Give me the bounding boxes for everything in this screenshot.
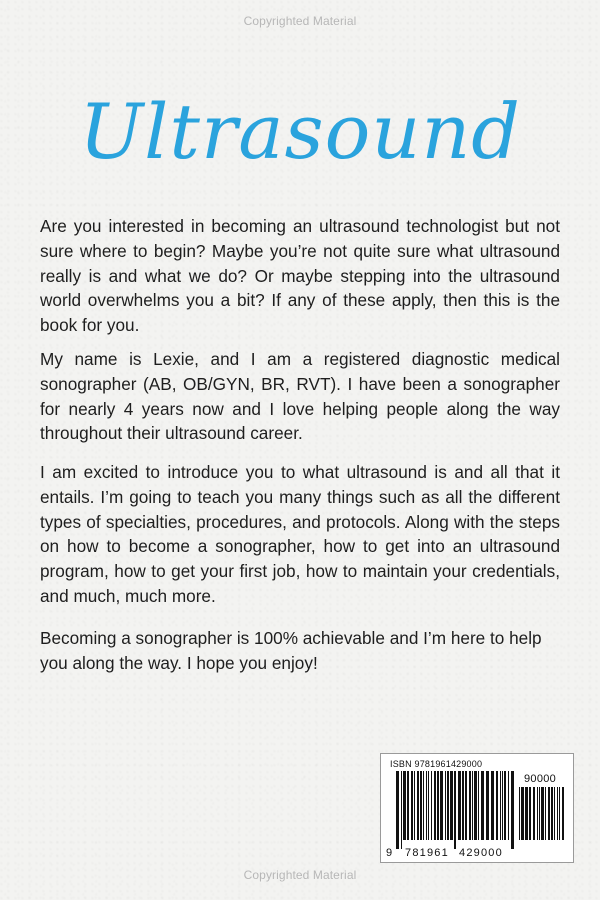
watermark-top: Copyrighted Material (243, 14, 357, 28)
blurb-paragraph-2: My name is Lexie, and I am a registered diagnostic medical sonographer (AB, OB/GYN, BR, RVT). I have been a sonographer for nearly 4 years now and I love helping people along the way throughout their ultrasound career. (40, 349, 560, 444)
blurb-paragraph-1: Are you interested in becoming an ultrasound technologist but not sure where to begin? Maybe you’re not quite sure what ultrasound really is and what we do? Or maybe stepping into the ultrasound world overwhelms you a bit? If any of these apply, then this is the book for you. (40, 216, 560, 336)
watermark-bottom: Copyrighted Material (243, 868, 357, 882)
price-code: 90000 (524, 773, 557, 785)
isbn-barcode (380, 753, 574, 863)
barcode-bars-addon (519, 787, 567, 849)
blurb-paragraph-4: Becoming a sonographer is 100% achievable and I’m here to help you along the way. I hope you enjoy! (40, 628, 542, 673)
isbn-label: ISBN 9781961429000 (390, 759, 483, 769)
barcode-digit-lead: 9 (386, 847, 394, 859)
barcode-digits-group-1: 781961 (405, 847, 449, 859)
blurb-paragraph-3: I am excited to introduce you to what ultrasound is and all that it entails. I’m going to teach you many things such as all the different types of specialties, procedures, and protocols. Along with the steps on how to become a sonographer, how to get into an ultrasound program, how to get your first job, how to maintain your credentials, and much, much more. (40, 462, 560, 606)
book-title: Ultrasound (79, 87, 521, 176)
barcode-digits-group-2: 429000 (459, 847, 503, 859)
barcode-bars-main (396, 771, 514, 849)
